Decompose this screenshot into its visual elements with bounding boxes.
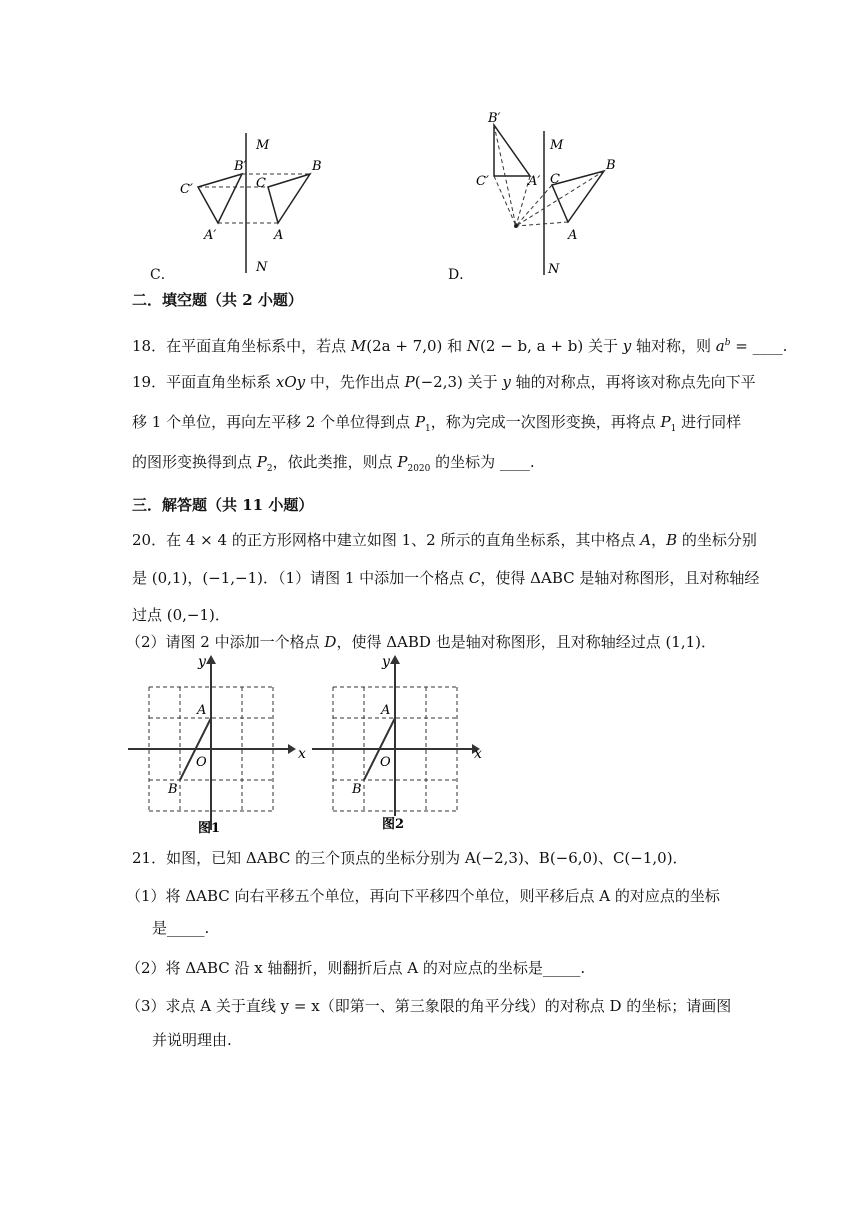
- question-21-part-2: （2）将 ΔABC 沿 x 轴翻折，则翻折后点 A 的对应点的坐标是_____.: [126, 959, 586, 977]
- label-b-prime: B′: [488, 111, 501, 126]
- y-axis-label: y: [382, 654, 390, 670]
- label-m: M: [256, 138, 270, 153]
- section-3-title: 三．解答题（共 11 小题）: [132, 496, 314, 514]
- label-b: B: [606, 158, 616, 173]
- point-a-label: A: [197, 703, 207, 718]
- question-19-line-1: 19．平面直角坐标系 xOy 中，先作出点 P(−2,3) 关于 y 轴的对称点，再将该对称点先向下平: [132, 373, 756, 391]
- label-b: B: [312, 159, 322, 174]
- label-c: C: [550, 172, 560, 187]
- figure-2-caption: 图2: [382, 817, 405, 832]
- question-21-intro: 21．如图，已知 ΔABC 的三个顶点的坐标分别为 A(−2,3)、B(−6,0)、C(−1,0)．: [132, 849, 688, 867]
- point-b-label: B: [168, 782, 178, 797]
- question-21-part-1a: （1）将 ΔABC 向右平移五个单位，再向下平移四个单位，则平移后点 A 的对应点的坐标: [126, 887, 720, 905]
- question-19-line-2: 移 1 个单位，再向左平移 2 个单位得到点 $P_1$，称为完成一次图形变换，再将点 $P_1$ 进行同样: [132, 413, 742, 434]
- question-20-line-4: （2）请图 2 中添加一个格点 D，使得 ΔABD 也是轴对称图形，且对称轴经过点 (1,1)．: [126, 633, 717, 651]
- point-b-label: B: [352, 782, 362, 797]
- option-c-label: C．: [150, 267, 175, 283]
- y-axis-label: y: [198, 654, 206, 670]
- figure-1-caption: 图1: [198, 821, 221, 836]
- origin-label: O: [196, 755, 207, 770]
- point-a-label: A: [381, 703, 391, 718]
- grid-figure-2: [312, 652, 497, 837]
- label-n: N: [256, 260, 268, 275]
- label-c: C: [256, 176, 266, 191]
- label-m: M: [550, 138, 564, 153]
- question-21-part-3b: 并说明理由.: [152, 1031, 232, 1049]
- label-a-prime: A′: [204, 228, 217, 243]
- label-c-prime: C′: [476, 174, 489, 189]
- x-axis-label: x: [298, 746, 306, 762]
- x-axis-label: x: [474, 746, 482, 762]
- question-19-line-3: 的图形变换得到点 $P_2$，依此类推，则点 $P_{2020}$ 的坐标为 ____.: [132, 453, 535, 474]
- label-b-prime: B′: [234, 159, 247, 174]
- question-21-part-3a: （3）求点 A 关于直线 y = x（即第一、第三象限的角平分线）的对称点 D 的坐标；请画图: [126, 997, 732, 1015]
- option-d-figure: [470, 105, 630, 283]
- question-18: 18．在平面直角坐标系中，若点 M(2a + 7,0) 和 N(2 − b, a + b) 关于 y 轴对称，则 $a^b$ = ____.: [132, 337, 788, 355]
- label-a: A: [568, 228, 578, 243]
- origin-label: O: [380, 755, 391, 770]
- option-c-figure: [140, 125, 340, 280]
- section-2-title: 二．填空题（共 2 小题）: [132, 291, 303, 309]
- label-n: N: [548, 262, 560, 277]
- grid-figure-1: [128, 652, 313, 837]
- question-20-line-2: 是 (0,1)，(−1,−1)．（1）请图 1 中添加一个格点 C，使得 ΔABC 是轴对称图形，且对称轴经: [132, 569, 760, 587]
- label-c-prime: C′: [180, 182, 193, 197]
- label-a: A: [274, 228, 284, 243]
- label-a-prime: A′: [528, 174, 541, 189]
- question-20-line-1: 20．在 4 × 4 的正方形网格中建立如图 1、2 所示的直角坐标系，其中格点 A，B 的坐标分别: [132, 531, 757, 549]
- question-21-part-1b: 是_____.: [152, 919, 210, 937]
- option-d-label: D．: [448, 267, 474, 283]
- question-20-line-3: 过点 (0,−1)．: [132, 606, 230, 624]
